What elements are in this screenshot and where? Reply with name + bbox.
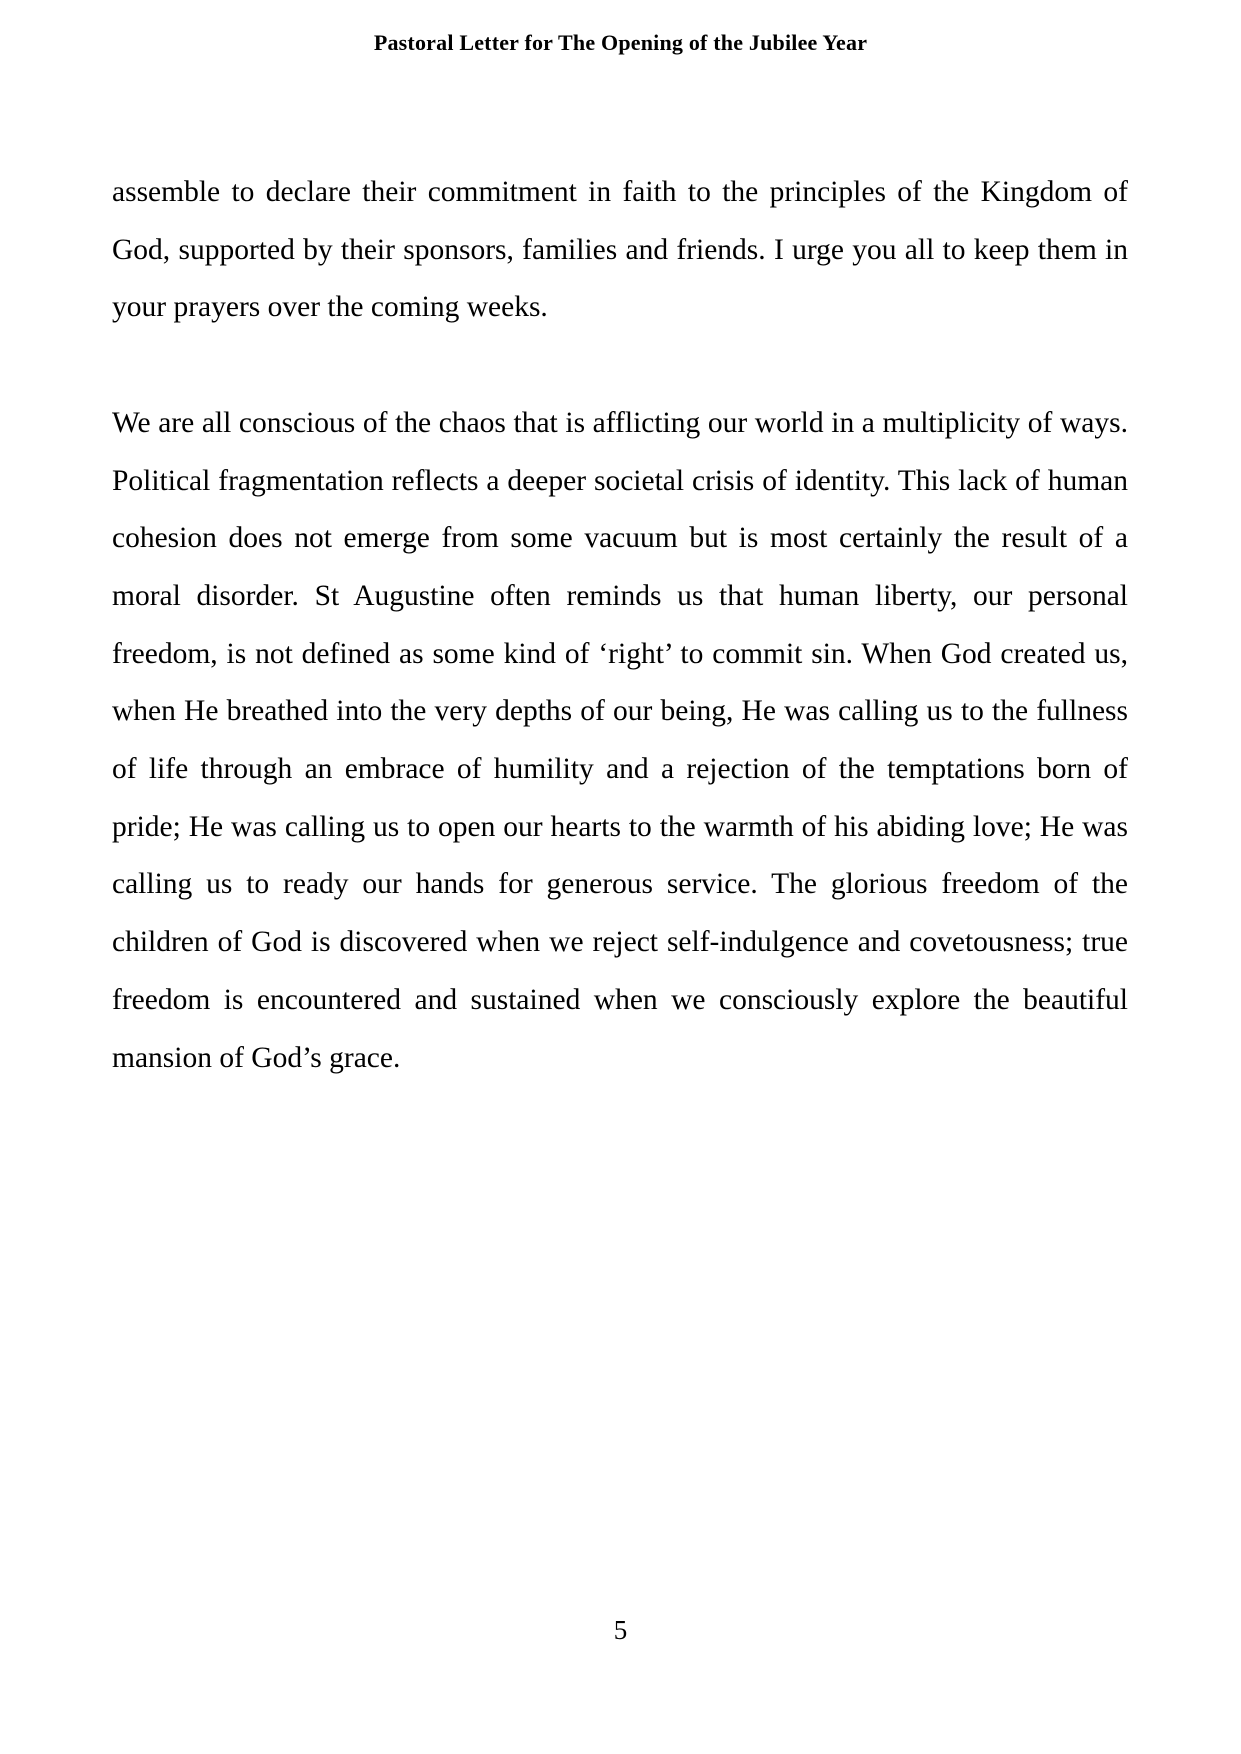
page-number: 5 bbox=[613, 1615, 628, 1645]
document-body bbox=[112, 164, 1128, 1145]
paragraph-commitment: assemble to declare their commitment in faith to the principles of the Kingdom of God, supported by their sponsors, families and friends. I urge you all to keep them in your prayers over the coming weeks. bbox=[112, 176, 1128, 324]
page-header-title: Pastoral Letter for The Opening of the Jubilee Year bbox=[373, 30, 868, 55]
paragraph-chaos-freedom: We are all conscious of the chaos that is afflicting our world in a multiplicity of ways. Political fragmentation reflects a deeper societal crisis of identity. This lack of human cohesion does not emerge from some vacuum but is most certainly the result of a moral disorder. St Augustine often reminds us that human liberty, our personal freedom, is not defined as some kind of ‘right’ to commit sin. When God created us, when He breathed into the very depths of our being, He was calling us to the fullness of life through an embrace of humility and a rejection of the temptations born of pride; He was calling us to open our hearts to the warmth of his abiding love; He was calling us to ready our hands for generous service. The glorious freedom of the children of God is discovered when we reject self-indulgence and covetousness; true freedom is encountered and sustained when we consciously explore the beautiful mansion of God’s grace. bbox=[112, 406, 1128, 1074]
